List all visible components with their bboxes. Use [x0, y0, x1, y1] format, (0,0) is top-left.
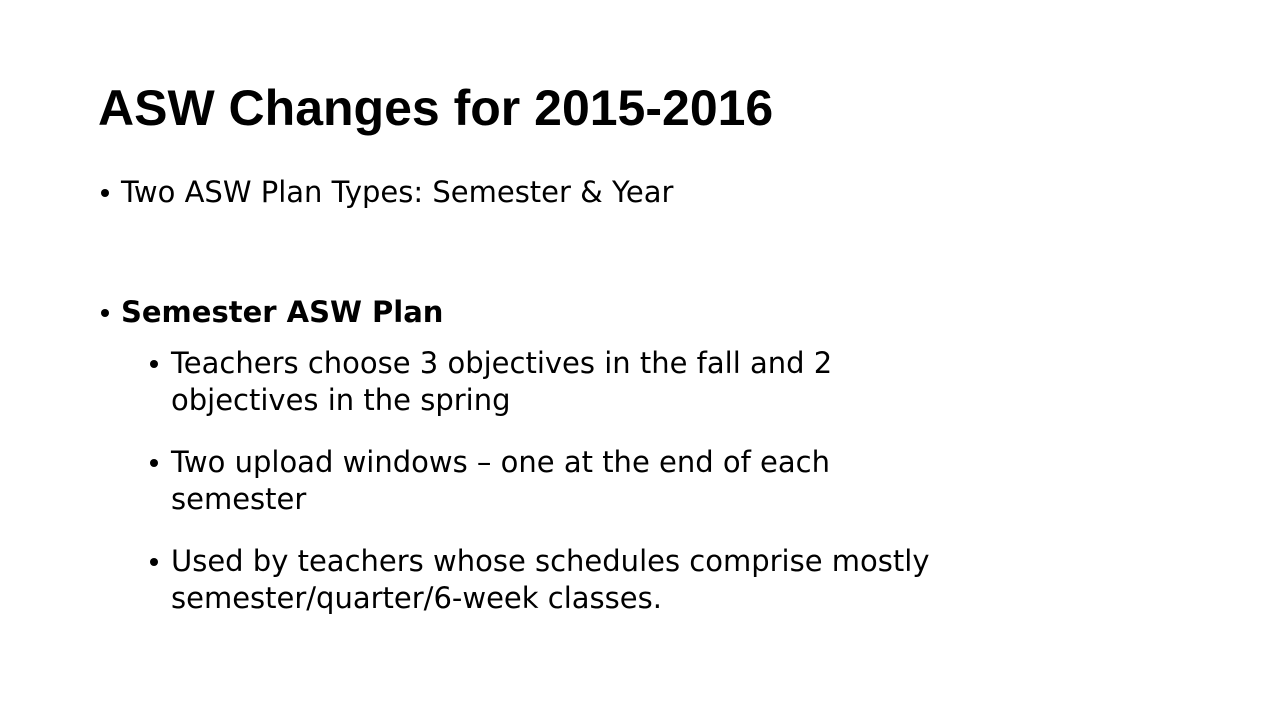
- bullet-icon: [150, 459, 158, 467]
- bullet-used-by: [171, 543, 961, 617]
- bullet-text: Two upload windows – one at the end of each semester: [171, 445, 830, 516]
- bullet-icon: [150, 360, 158, 368]
- bullet-semester-plan: [121, 294, 443, 331]
- bullet-text: Used by teachers whose schedules comprise mostly semester/quarter/6-week classes.: [171, 544, 930, 615]
- bullet-plan-types: [121, 174, 673, 211]
- slide-title: ASW Changes for 2015-2016: [98, 80, 774, 136]
- bullet-text: Semester ASW Plan: [121, 295, 444, 329]
- bullet-icon: [101, 189, 109, 197]
- bullet-text: Teachers choose 3 objectives in the fall and 2 objectives in the spring: [171, 346, 833, 417]
- bullet-upload-windows: [171, 444, 891, 518]
- bullet-icon: [150, 558, 158, 566]
- bullet-text: Two ASW Plan Types: Semester & Year: [121, 175, 674, 209]
- bullet-objectives: [171, 345, 961, 419]
- bullet-icon: [101, 309, 109, 317]
